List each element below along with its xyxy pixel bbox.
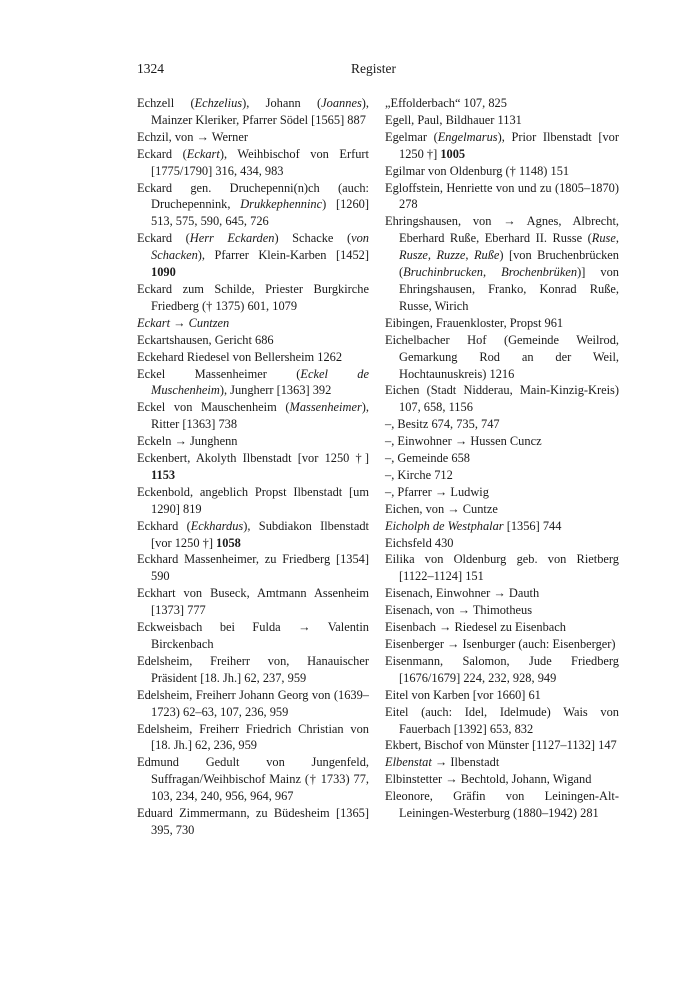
index-entry: Egelmar (Engelmarus), Prior Ilbenstadt [vor 1250 †] 1005	[385, 129, 619, 161]
index-entry: –, Einwohner → Hussen Cuncz	[385, 434, 542, 449]
index-entry: „Effolderbach“ 107, 825	[385, 96, 507, 110]
index-entry: Ehringshausen, von → Agnes, Albrecht, Eberhard Ruße, Eberhard II. Russe (Ruse, Rusze, Ruzze, Ruße) [von Bruchenbrücken (Bruchinbrucken, Brochenbrüken)] von Ehringshausen, Franko, Konrad Ruße, Russe, Wirich	[385, 214, 620, 313]
index-entry: Eibingen, Frauenkloster, Propst 961	[385, 315, 564, 330]
index-entry: Eisenbach → Riedesel zu Eisenbach	[385, 620, 566, 635]
index-entry: Eichsfeld 430	[385, 535, 454, 550]
index-entry: Eitel von Karben [vor 1660] 61	[385, 687, 541, 702]
page-number: 1324	[137, 61, 164, 76]
index-entry: Eichelbacher Hof (Gemeinde Weilrod, Gemarkung Rod an der Weil, Hochtaunuskreis) 1216	[385, 332, 619, 381]
index-entry: Eckart → Cuntzen	[137, 315, 230, 330]
index-entry: Eisenach, von → Thimotheus	[385, 603, 533, 618]
index-entry: –, Kirche 712	[385, 467, 453, 482]
index-entry: Egilmar von Oldenburg († 1148) 151	[385, 163, 570, 178]
index-entry: Eckhard Massenheimer, zu Friedberg [1354] 590	[137, 552, 369, 584]
index-entry: Edelsheim, Freiherr Friedrich Christian von [18. Jh.] 62, 236, 959	[137, 721, 369, 753]
index-entry: Echzell (Echzelius), Johann (Joannes), Mainzer Kleriker, Pfarrer Södel [1565] 887	[137, 96, 370, 127]
index-entry: Eisenberger → Isenburger (auch: Eisenberger)	[385, 637, 616, 651]
index-entry: –, Besitz 674, 735, 747	[385, 417, 500, 432]
index-entry: Eckard (Eckart), Weihbischof von Erfurt [1775/1790] 316, 434, 983	[137, 146, 369, 178]
index-entry: Eleonore, Gräfin von Leiningen-Alt-Leiningen-Westerburg (1880–1942) 281	[385, 789, 619, 821]
index-entry: Elbinstetter → Bechtold, Johann, Wigand	[385, 772, 592, 787]
index-entry: Eckenbert, Akolyth Ilbenstadt [vor 1250 †] 1153	[137, 451, 369, 482]
index-entry: Eisenach, Einwohner → Dauth	[385, 586, 540, 601]
index-entry: –, Gemeinde 658	[385, 451, 470, 466]
index-entry: Elbenstat → Ilbenstadt	[385, 755, 500, 770]
index-entry: Eckel von Mauschenheim (Massenheimer), Ritter [1363] 738	[137, 400, 369, 432]
index-entry: Eckeln → Junghenn	[137, 434, 238, 449]
index-entry: Eckard (Herr Eckarden) Schacke (von Schacken), Pfarrer Klein-Karben [1452] 1090	[137, 231, 369, 280]
page-header	[137, 61, 600, 79]
running-title: Register	[351, 61, 396, 76]
index-entry: Eisenmann, Salomon, Jude Friedberg [1676/1679] 224, 232, 928, 949	[385, 653, 619, 685]
index-entry: Egloffstein, Henriette von und zu (1805–1870) 278	[385, 180, 619, 212]
index-entry: Eduard Zimmermann, zu Büdesheim [1365] 395, 730	[137, 806, 369, 837]
index-column-right	[385, 95, 619, 822]
index-entry: Eckartshausen, Gericht 686	[137, 332, 274, 347]
index-entry: Eicholph de Westphalar [1356] 744	[385, 518, 562, 533]
index-entry: Eckard zum Schilde, Priester Burgkirche Friedberg († 1375) 601, 1079	[137, 281, 369, 313]
index-entry: Eichen (Stadt Nidderau, Main-Kinzig-Kreis) 107, 658, 1156	[385, 383, 619, 415]
index-entry: Eckenbold, angeblich Propst Ilbenstadt [um 1290] 819	[137, 484, 369, 516]
index-entry: Edelsheim, Freiherr von, Hanauischer Präsident [18. Jh.] 62, 237, 959	[137, 653, 369, 685]
index-entry: Egell, Paul, Bildhauer 1131	[385, 112, 522, 127]
index-entry: Eckel Massenheimer (Eckel de Muschenheim), Jungherr [1363] 392	[137, 366, 369, 398]
index-entry: Edmund Gedult von Jungenfeld, Suffragan/Weihbischof Mainz († 1733) 77, 103, 234, 240, 956, 964, 967	[137, 755, 369, 804]
index-entry: Eckweisbach bei Fulda → Valentin Birckenbach	[137, 620, 369, 651]
index-entry: Eckhart von Buseck, Amtmann Assenheim [1373] 777	[137, 586, 369, 618]
index-entry: Eckhard (Eckhardus), Subdiakon Ilbenstadt [vor 1250 †] 1058	[137, 518, 369, 550]
index-column-left	[137, 95, 369, 839]
index-entry: Eilika von Oldenburg geb. von Rietberg [1122–1124] 151	[385, 552, 619, 584]
index-entry: –, Pfarrer → Ludwig	[385, 484, 489, 499]
index-entry: Eichen, von → Cuntze	[385, 501, 498, 516]
index-entry: Ekbert, Bischof von Münster [1127–1132] 147	[385, 738, 617, 753]
index-entry: Echzil, von → Werner	[137, 129, 248, 144]
index-entry: Eitel (auch: Idel, Idelmude) Wais von Fauerbach [1392] 653, 832	[385, 704, 619, 736]
index-entry: Eckard gen. Druchepenni(n)ch (auch: Druchepennink, Drukkephenninc) [1260] 513, 575, 590, 645, 726	[137, 180, 369, 229]
index-entry: Edelsheim, Freiherr Johann Georg von (1639–1723) 62–63, 107, 236, 959	[137, 687, 369, 719]
index-entry: Eckehard Riedesel von Bellersheim 1262	[137, 349, 343, 364]
